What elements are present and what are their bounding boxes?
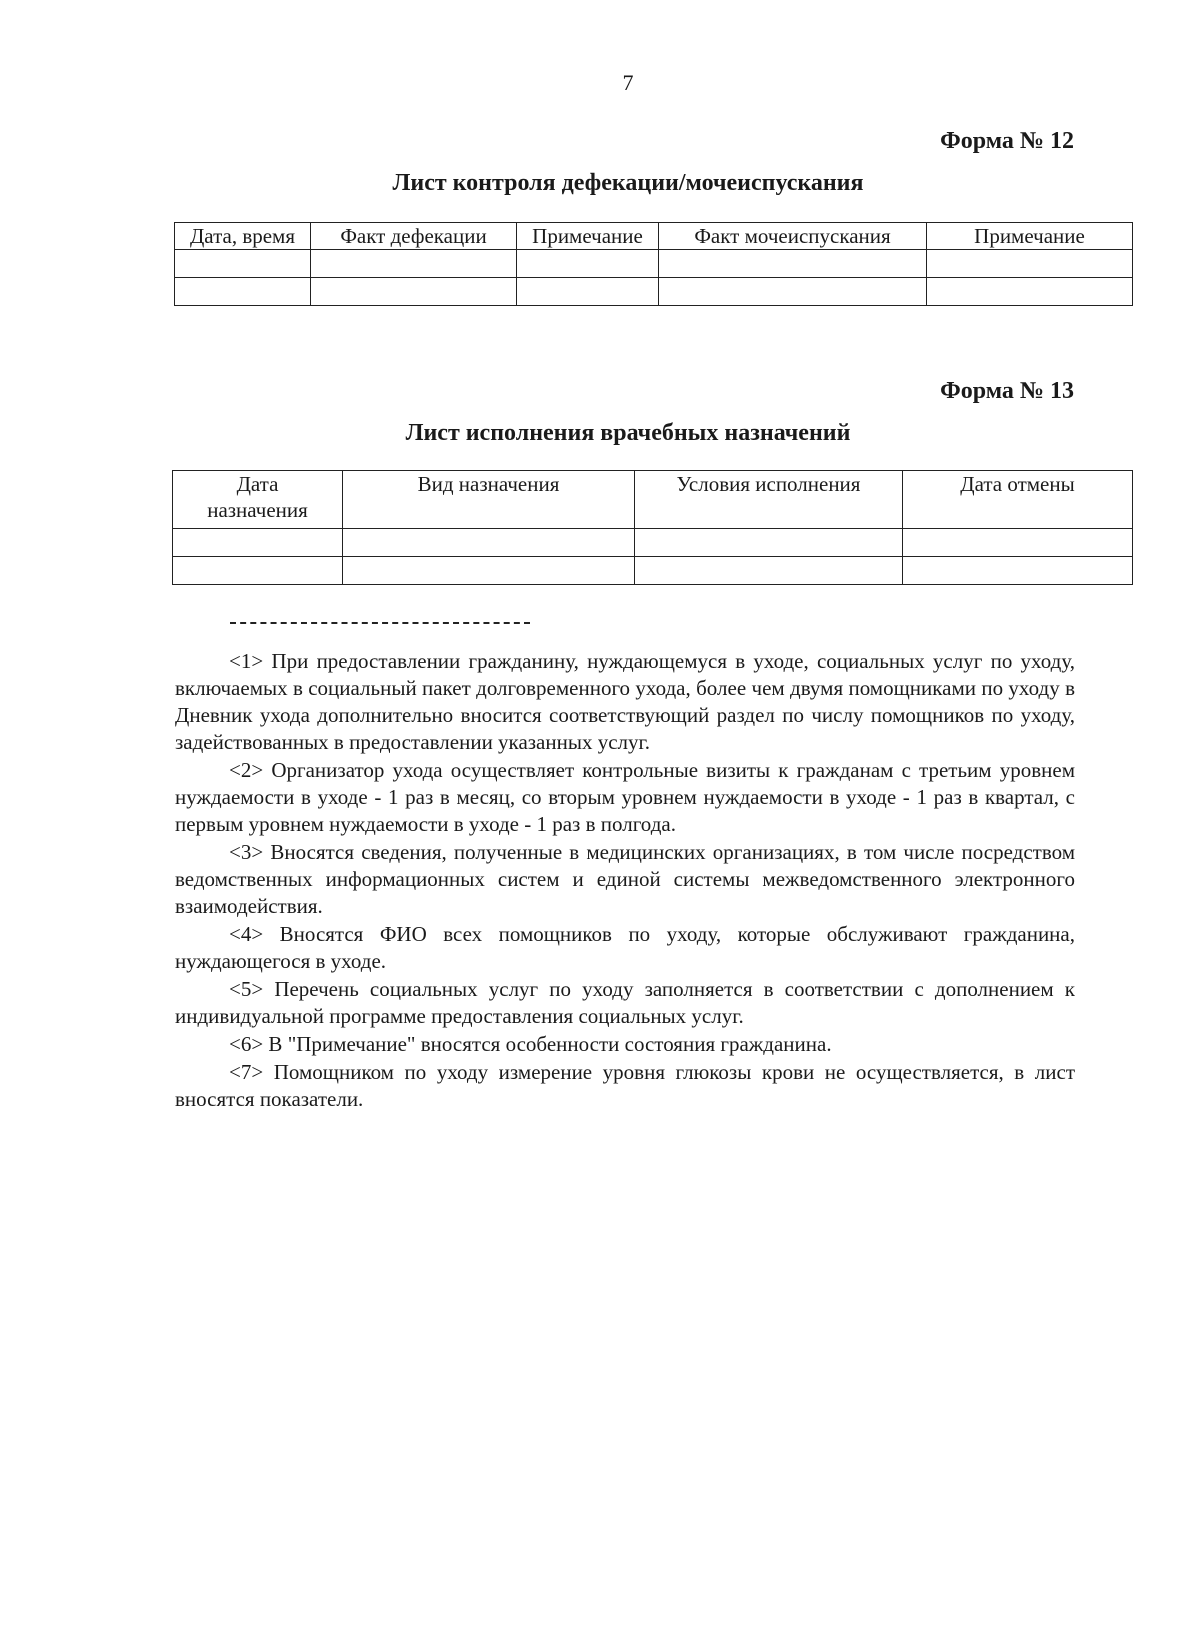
- table-row: [173, 529, 1133, 557]
- column-header-note: Примечание: [927, 223, 1133, 250]
- footnote-7: <7> Помощником по уходу измерение уровня глюкозы крови не осуществляется, в лист вносятся показатели.: [175, 1060, 1075, 1111]
- footnote-1: <1> При предоставлении гражданину, нуждающемуся в уходе, социальных услуг по уходу, включаемых в социальный пакет долговременного ухода, более чем двумя помощниками по уходу в Дневник ухода дополнительно вносится соответствующий раздел по числу помощников по уходу, задействованных в предоставлении указанных услуг.: [175, 649, 1075, 754]
- footnote-2: <2> Организатор ухода осуществляет контрольные визиты к гражданам с третьим уровнем нуждаемости в уходе - 1 раз в месяц, со вторым уровнем нуждаемости в уходе - 1 раз в квартал, с первым уровнем нуждаемости в уходе - 1 раз в полгода.: [175, 758, 1075, 836]
- table-cell: [517, 278, 659, 306]
- footnotes: [175, 648, 1075, 1114]
- column-header-execution-conditions: Условия исполнения: [635, 471, 903, 529]
- column-header-note: Примечание: [517, 223, 659, 250]
- table-row: [173, 557, 1133, 585]
- footnote-5: <5> Перечень социальных услуг по уходу заполняется в соответствии с дополнением к индивидуальной программе предоставления социальных услуг.: [175, 977, 1075, 1028]
- table-cell: [343, 529, 635, 557]
- column-header-cancel-date: Дата отмены: [903, 471, 1133, 529]
- footnote-separator: [230, 622, 530, 624]
- column-header-date-time: Дата, время: [175, 223, 311, 250]
- table-cell: [343, 557, 635, 585]
- column-header-assignment-date: Дата назначения: [173, 471, 343, 529]
- table-cell: [175, 250, 311, 278]
- form-12-table: [174, 222, 1133, 306]
- table-cell: [311, 250, 517, 278]
- column-header-urination: Факт мочеиспускания: [659, 223, 927, 250]
- table-cell: [635, 529, 903, 557]
- form-13-table: [172, 470, 1133, 585]
- page-number: 7: [622, 70, 634, 95]
- table-row: [175, 278, 1133, 306]
- table-row: [175, 250, 1133, 278]
- footnote-6: <6> В "Примечание" вносятся особенности состояния гражданина.: [229, 1032, 832, 1056]
- form-13-title: Лист исполнения врачебных назначений: [405, 420, 851, 446]
- form-12-title: Лист контроля дефекации/мочеиспускания: [392, 170, 864, 196]
- table-cell: [659, 250, 927, 278]
- table-cell: [903, 529, 1133, 557]
- table-cell: [927, 278, 1133, 306]
- table-cell: [173, 529, 343, 557]
- column-header-defecation: Факт дефекации: [311, 223, 517, 250]
- table-cell: [903, 557, 1133, 585]
- table-header-row: [173, 471, 1133, 529]
- footnote-3: <3> Вносятся сведения, полученные в медицинских организациях, в том числе посредством ведомственных информационных систем и единой системы межведомственного электронного взаимодействия.: [175, 840, 1075, 918]
- table-cell: [311, 278, 517, 306]
- footnote-4: <4> Вносятся ФИО всех помощников по уходу, которые обслуживают гражданина, нуждающегося в уходе.: [175, 922, 1075, 973]
- column-header-assignment-type: Вид назначения: [343, 471, 635, 529]
- table-cell: [175, 278, 311, 306]
- table-cell: [635, 557, 903, 585]
- table-cell: [173, 557, 343, 585]
- form-12-number: Форма № 12: [940, 128, 1074, 154]
- table-cell: [659, 278, 927, 306]
- form-13-number: Форма № 13: [940, 378, 1074, 404]
- table-cell: [927, 250, 1133, 278]
- table-cell: [517, 250, 659, 278]
- table-header-row: [175, 223, 1133, 250]
